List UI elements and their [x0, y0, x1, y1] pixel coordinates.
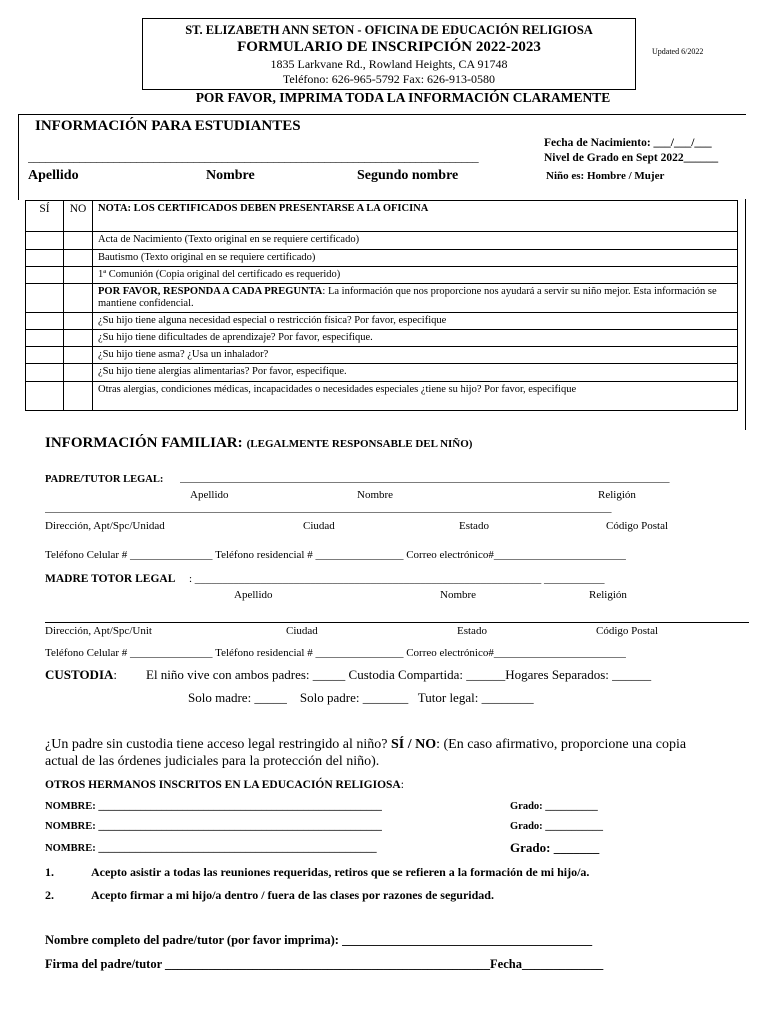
- mother-label-last: Apellido: [234, 589, 273, 601]
- father-label-state: Estado: [459, 520, 489, 532]
- restricted-text-a: ¿Un padre sin custodia tiene acceso legal restringido al niño?: [45, 737, 391, 752]
- mother-label-address: Dirección, Apt/Spc/Unit: [45, 625, 152, 637]
- father-label: PADRE/TUTOR LEGAL:: [45, 474, 164, 485]
- father-label-first: Nombre: [357, 489, 394, 501]
- agreement-text: Acepto asistir a todas las reuniones requeridas, retiros que se refieren a la formación de mi hijo/a.: [91, 865, 590, 879]
- sibling-name-field[interactable]: NOMBRE: _____________________________________________________: [45, 843, 377, 854]
- answer-instruction: [93, 284, 738, 313]
- sibling-grade-field[interactable]: Grado: ___________: [510, 821, 604, 832]
- yes-checkbox[interactable]: [26, 330, 64, 347]
- label-first-name: Nombre: [206, 168, 255, 183]
- yes-checkbox[interactable]: [26, 232, 64, 250]
- agreement-number: 1.: [45, 865, 54, 879]
- answer-instruction-rest: : La información que nos proporcione nos ayudará a servir su niño mejor. Esta información se mantiene confidencial.: [98, 286, 717, 310]
- table-row: [26, 364, 738, 381]
- form-title: FORMULARIO DE INSCRIPCIÓN 2022-2023: [237, 39, 541, 55]
- family-section-title: INFORMACIÓN FAMILIAR:: [45, 435, 243, 451]
- student-section-title: INFORMACIÓN PARA ESTUDIANTES: [35, 118, 301, 134]
- table-row: [26, 232, 738, 250]
- yes-checkbox[interactable]: [26, 381, 64, 410]
- agreement-text: Acepto firmar a mi hijo/a dentro / fuera de las clases por razones de seguridad.: [91, 888, 494, 902]
- no-checkbox[interactable]: [64, 250, 93, 267]
- siblings-heading: [45, 779, 404, 791]
- yes-checkbox[interactable]: [26, 250, 64, 267]
- father-name-line[interactable]: _________________________________________________________________________________________: [180, 472, 670, 484]
- mother-label-first: Nombre: [440, 589, 477, 601]
- sibling-grade-field[interactable]: Grado: __________: [510, 801, 598, 812]
- parent-full-name-field[interactable]: Nombre completo del padre/tutor (por favor imprima): ________________________________________: [45, 933, 593, 947]
- mother-phone-email-line[interactable]: Teléfono Celular # _______________ Teléfono residencial # ________________ Correo electrónico#________________________: [45, 647, 626, 659]
- father-label-address: Dirección, Apt/Spc/Unidad: [45, 520, 165, 532]
- mother-label: MADRE TOTOR LEGAL: [45, 573, 176, 585]
- father-label-zip: Código Postal: [606, 520, 669, 532]
- yes-checkbox[interactable]: [26, 313, 64, 330]
- list-item: Bautismo (Texto original en se requiere certificado): [93, 250, 738, 267]
- restricted-text-c: : (En caso afirmativo, proporcione una copia: [436, 737, 687, 752]
- siblings-title: OTROS HERMANOS INSCRITOS EN LA EDUCACIÓN RELIGIOSA: [45, 779, 401, 791]
- no-checkbox[interactable]: [64, 347, 93, 364]
- table-row: [26, 267, 738, 284]
- table-row: [26, 330, 738, 347]
- table-row: [26, 284, 738, 313]
- family-section-subtitle: (LEGALMENTE RESPONSABLE DEL NIÑO): [246, 438, 473, 450]
- col-yes-header: SÍ: [26, 201, 64, 232]
- family-section-heading: [45, 434, 472, 452]
- mother-label-city: Ciudad: [286, 625, 318, 637]
- student-box-left-border: [18, 114, 19, 200]
- custody-heading: [45, 667, 117, 683]
- agreement-number: 2.: [45, 888, 54, 902]
- certificate-note: NOTA: LOS CERTIFICADOS DEBEN PRESENTARSE A LA OFICINA: [93, 201, 738, 232]
- restricted-yes-no[interactable]: SÍ / NO: [391, 737, 437, 752]
- mother-label-zip: Código Postal: [596, 625, 659, 637]
- father-label-religion: Religión: [598, 489, 636, 501]
- label-last-name: Apellido: [28, 168, 79, 183]
- table-row: [26, 201, 738, 232]
- father-phone-email-line[interactable]: Teléfono Celular # _______________ Teléfono residencial # ________________ Correo electrónico#________________________: [45, 549, 626, 561]
- custody-colon: :: [113, 667, 118, 682]
- office-phone: Teléfono: 626-965-5792 Fax: 626-913-0580: [282, 72, 496, 86]
- no-checkbox[interactable]: [64, 330, 93, 347]
- grade-field[interactable]: Nivel de Grado en Sept 2022______: [544, 152, 719, 164]
- no-checkbox[interactable]: [64, 232, 93, 250]
- list-item: ¿Su hijo tiene alergias alimentarias? Por favor, especifique.: [93, 364, 738, 381]
- no-checkbox[interactable]: [64, 313, 93, 330]
- no-checkbox[interactable]: [64, 267, 93, 284]
- mother-label-state: Estado: [457, 625, 487, 637]
- custody-label: CUSTODIA: [45, 667, 114, 682]
- sibling-name-field[interactable]: NOMBRE: ______________________________________________________: [45, 821, 382, 832]
- student-box-right-border: [745, 199, 746, 430]
- father-label-city: Ciudad: [303, 520, 335, 532]
- custody-options-line2[interactable]: Solo madre: _____ Solo padre: _______ Tutor legal: ________: [188, 690, 534, 705]
- father-label-last: Apellido: [190, 489, 229, 501]
- yes-checkbox[interactable]: [26, 284, 64, 313]
- mother-address-line[interactable]: [45, 622, 749, 623]
- office-address: 1835 Larkvane Rd., Rowland Heights, CA 91748: [270, 57, 508, 71]
- list-item: Acta de Nacimiento (Texto original en se requiere certificado): [93, 232, 738, 250]
- list-item: Otras alergias, condiciones médicas, incapacidades o necesidades especiales ¿tiene su hijo? Por favor, especifique: [93, 381, 738, 410]
- answer-instruction-bold: POR FAVOR, RESPONDA A CADA PREGUNTA: [98, 286, 323, 298]
- siblings-title-colon: :: [400, 779, 404, 791]
- parent-signature-field[interactable]: Firma del padre/tutor ____________________________________________________Fecha_____________: [45, 957, 604, 971]
- list-item: 1ª Comunión (Copia original del certificado es requerido): [93, 267, 738, 284]
- table-row: [26, 313, 738, 330]
- table-row: [26, 250, 738, 267]
- col-no-header: NO: [64, 201, 93, 232]
- gender-field[interactable]: Niño es: Hombre / Mujer: [546, 170, 665, 182]
- custody-options-line1[interactable]: El niño vive con ambos padres: _____ Custodia Compartida: ______Hogares Separados: ______: [146, 667, 652, 682]
- print-instruction: POR FAVOR, IMPRIMA TODA LA INFORMACIÓN CLARAMENTE: [195, 90, 611, 105]
- certificate-checklist-table: [25, 200, 738, 411]
- no-checkbox[interactable]: [64, 364, 93, 381]
- birth-date-field[interactable]: Fecha de Nacimiento: ___/___/___: [544, 137, 712, 149]
- student-name-line[interactable]: _______________________________________________________________________________: [28, 150, 479, 164]
- restricted-text-d: actual de las órdenes judiciales para la protección del niño).: [45, 754, 380, 769]
- table-row: [26, 381, 738, 410]
- parish-name: ST. ELIZABETH ANN SETON - OFICINA DE EDUCACIÓN RELIGIOSA: [185, 23, 593, 37]
- mother-label-religion: Religión: [589, 589, 627, 601]
- sibling-name-field[interactable]: NOMBRE: ______________________________________________________: [45, 801, 382, 812]
- yes-checkbox[interactable]: [26, 347, 64, 364]
- father-address-line[interactable]: _______________________________________________________________________________________________________: [45, 502, 612, 514]
- list-item: ¿Su hijo tiene alguna necesidad especial o restricción física? Por favor, especifique: [93, 313, 738, 330]
- restricted-access-question: [45, 736, 745, 770]
- yes-checkbox[interactable]: [26, 267, 64, 284]
- label-middle-name: Segundo nombre: [357, 168, 459, 183]
- yes-checkbox[interactable]: [26, 364, 64, 381]
- no-checkbox[interactable]: [64, 284, 93, 313]
- mother-name-line[interactable]: : _______________________________________________________________ ___________: [189, 573, 605, 585]
- list-item: ¿Su hijo tiene asma? ¿Usa un inhalador?: [93, 347, 738, 364]
- updated-date: Updated 6/2022: [652, 47, 704, 56]
- table-row: [26, 347, 738, 364]
- header-box: [142, 18, 636, 90]
- sibling-grade-field[interactable]: Grado: _______: [510, 840, 600, 855]
- list-item: ¿Su hijo tiene dificultades de aprendizaje? Por favor, especifique.: [93, 330, 738, 347]
- no-checkbox[interactable]: [64, 381, 93, 410]
